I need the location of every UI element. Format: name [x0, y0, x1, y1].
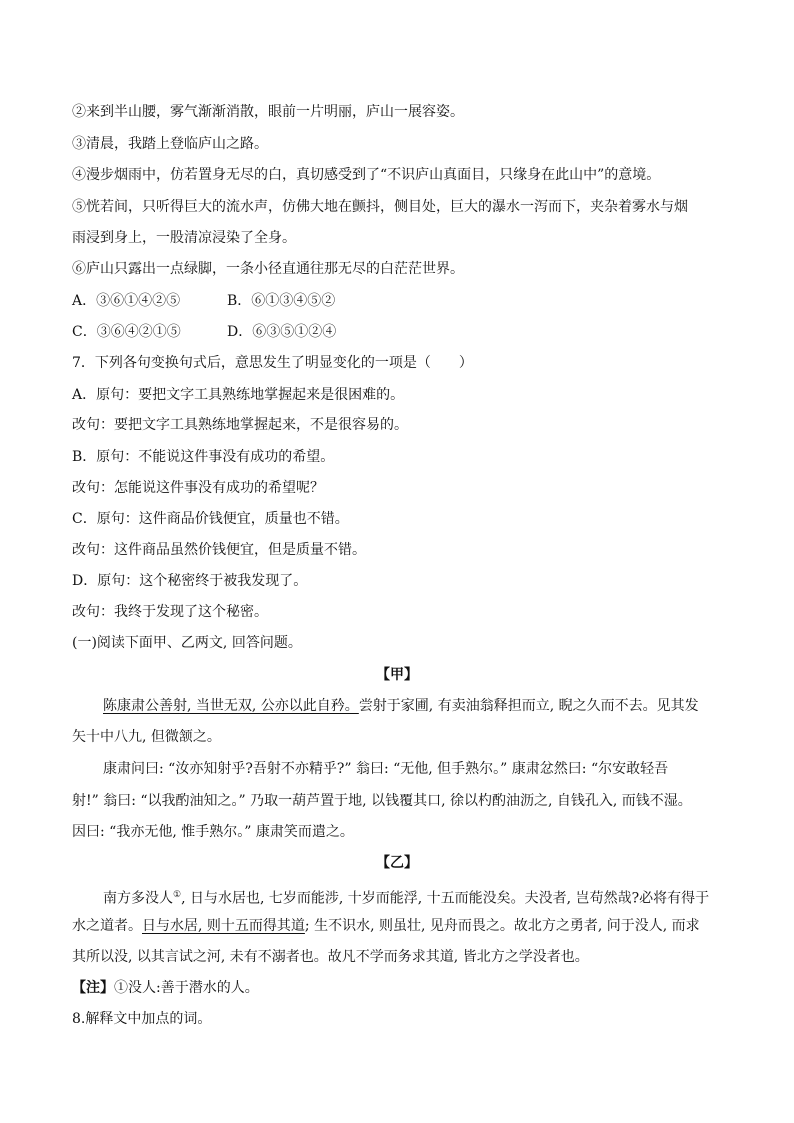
q6-item-2: ②来到半山腰，雾气渐渐消散，眼前一片明丽，庐山一展容姿。: [72, 104, 464, 120]
yi-paragraph-line1: [103, 886, 709, 908]
jia-paragraph2-line1: 康肃问曰: “汝亦知射乎?吾射不亦精乎?” 翁曰: “无他, 但手熟尔。” 康肃忿然曰: “尔安敢轻吾: [103, 761, 669, 777]
yi-line2-start: 水之道者。: [72, 918, 142, 934]
q6-item-5-line1: ⑤恍若间，只听得巨大的流水声，仿佛大地在颤抖，侧目处，巨大的瀑水一泻而下，夹杂着雾水与烟: [72, 199, 688, 215]
q6-item-6: ⑥庐山只露出一点绿脚，一条小径直通往那无尽的白茫茫世界。: [72, 261, 464, 277]
q7-stem: 7．下列各句变换句式后，意思发生了明显变化的一项是（ ）: [72, 355, 473, 371]
jia-underlined-sentence: 陈康肃公善射, 当世无双, 公亦以此自矜。: [103, 698, 359, 714]
yi-line2-rest: ; 生不识水, 则虽壮, 见舟而畏之。故北方之勇者, 问于没人, 而求: [304, 918, 700, 934]
q6-options-row2: [72, 323, 472, 341]
footnote-marker: ①: [173, 890, 182, 900]
q6-option-d: D．⑥③⑤①②④: [227, 324, 337, 340]
q6-item-5-line2: 雨浸到身上，一股清凉浸染了全身。: [72, 230, 296, 246]
jia-paragraph1-line2: 矢十中八九, 但微颔之。: [72, 729, 221, 745]
q6-item-3: ③清晨，我踏上登临庐山之路。: [72, 136, 268, 152]
q7-d-revised: 改句：我终于发现了这个秘密。: [72, 604, 268, 620]
yi-text-start: 南方多没人: [103, 890, 173, 907]
yi-underlined-sentence: 日与水居, 则十五而得其道: [142, 918, 305, 934]
footnote-label: 【注】: [72, 980, 114, 996]
jia-paragraph2-line2: 射!” 翁曰: “以我酌油知之。” 乃取一葫芦置于地, 以钱覆其口, 徐以杓酌油沥之, 自钱孔入, 而钱不湿。: [72, 793, 692, 809]
yi-paragraph-line2: [72, 917, 700, 935]
q7-c-original: C．原句：这件商品价钱便宜，质量也不错。: [72, 511, 349, 527]
reading-intro: (一)阅读下面甲、乙两文, 回答问题。: [72, 635, 302, 651]
jia-title: 【甲】: [376, 667, 418, 683]
q7-d-original: D．原句：这个秘密终于被我发现了。: [72, 573, 308, 589]
q7-a-original: A．原句：要把文字工具熟练地掌握起来是很困难的。: [72, 387, 405, 403]
q7-b-original: B．原句：不能说这件事没有成功的希望。: [72, 449, 335, 465]
footnote: [72, 979, 259, 997]
question-8: 8.解释文中加点的词。: [72, 1011, 212, 1027]
q7-b-revised: 改句：怎能说这件事没有成功的希望呢？: [72, 480, 324, 496]
q6-option-c: C．③⑥④②①⑤: [72, 324, 181, 340]
q6-option-b: B．⑥①③④⑤②: [227, 293, 336, 309]
jia-paragraph2-line3: 因曰: “我亦无他, 惟手熟尔。” 康肃笑而遣之。: [72, 824, 354, 840]
jia-paragraph1-line1: [103, 697, 699, 715]
jia-p1-rest: 尝射于家圃, 有卖油翁释担而立, 睨之久而不去。见其发: [358, 698, 699, 714]
footnote-text: ①没人:善于潜水的人。: [114, 980, 259, 996]
q7-a-revised: 改句：要把文字工具熟练地掌握起来，不是很容易的。: [72, 417, 408, 433]
q6-item-4: ④漫步烟雨中，仿若置身无尽的白，真切感受到了“不识庐山真面目，只缘身在此山中”的意境。: [72, 167, 661, 183]
yi-text-rest: , 日与水居也, 七岁而能涉, 十岁而能浮, 十五而能没矣。夫没者, 岂苟然哉?必将有得于: [181, 890, 710, 907]
q6-option-a: A．③⑥①④②⑤: [72, 293, 181, 309]
q7-c-revised: 改句：这件商品虽然价钱便宜，但是质量不错。: [72, 542, 366, 558]
yi-title: 【乙】: [376, 855, 418, 871]
q6-options-row1: [72, 292, 472, 310]
yi-paragraph-line3: 其所以没, 以其言试之河, 未有不溺者也。故凡不学而务求其道, 皆北方之学没者也。: [72, 949, 589, 965]
